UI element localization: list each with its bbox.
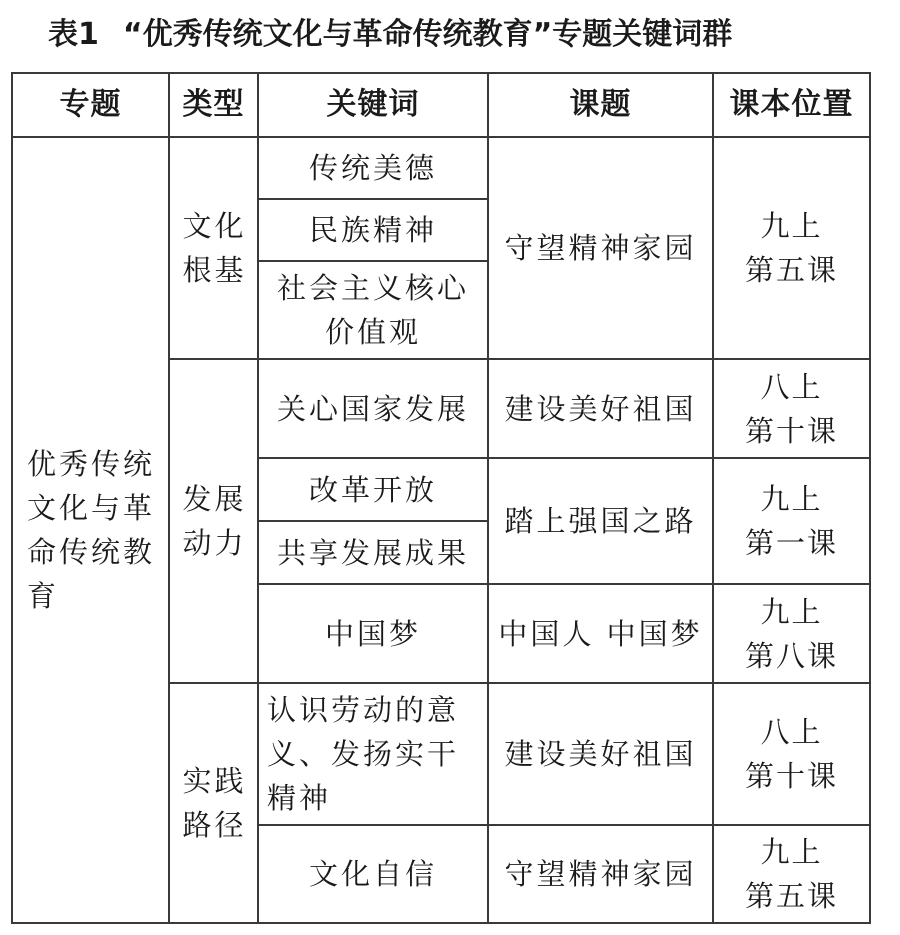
keyword-cell xyxy=(258,683,488,825)
position-cell xyxy=(713,825,870,923)
topic-line: 文化与革 xyxy=(27,491,156,525)
header-row xyxy=(12,73,870,137)
table-row xyxy=(12,137,870,199)
keyword-cell: 传统美德 xyxy=(258,137,488,199)
position-lesson-no: 第一课 xyxy=(744,526,838,560)
position-cell xyxy=(713,584,870,683)
position-grade: 九上 xyxy=(760,209,823,243)
table-title: “优秀传统文化与革命传统教育”专题关键词群 xyxy=(122,17,733,52)
header-lesson: 课题 xyxy=(488,73,713,137)
keyword-cell: 民族精神 xyxy=(258,199,488,261)
position-cell xyxy=(713,683,870,825)
topic-line: 命传统教 xyxy=(27,535,156,569)
type-line: 根基 xyxy=(182,253,247,287)
keyword-cell: 改革开放 xyxy=(258,458,488,521)
type-line: 文化 xyxy=(182,209,247,243)
position-grade: 八上 xyxy=(760,369,823,404)
lesson-cell: 建设美好祖国 xyxy=(488,683,713,825)
header-keyword: 关键词 xyxy=(258,73,488,137)
position-cell xyxy=(713,458,870,584)
keyword-line: 精神 xyxy=(267,781,332,815)
keyword-line: 义、发扬实干 xyxy=(267,737,460,771)
lesson-cell: 建设美好祖国 xyxy=(488,359,713,458)
keyword-cell: 中国梦 xyxy=(258,584,488,683)
position-grade: 九上 xyxy=(760,835,823,869)
header-type: 类型 xyxy=(169,73,258,137)
position-cell xyxy=(713,359,870,458)
lesson-cell: 守望精神家园 xyxy=(488,825,713,923)
header-topic: 专题 xyxy=(12,73,169,137)
position-grade: 九上 xyxy=(760,482,823,516)
type-line: 路径 xyxy=(182,808,247,842)
type-cell-development-power xyxy=(169,359,258,683)
keyword-line: 认识劳动的意 xyxy=(267,693,460,727)
header-position: 课本位置 xyxy=(713,73,870,137)
keyword-cell xyxy=(258,261,488,359)
keyword-cell: 共享发展成果 xyxy=(258,521,488,584)
keyword-table xyxy=(11,72,871,924)
topic-line: 育 xyxy=(27,579,60,613)
position-lesson-no: 第八课 xyxy=(744,638,838,673)
keyword-line: 社会主义核心 xyxy=(276,271,469,305)
position-lesson-no: 第十课 xyxy=(744,413,838,448)
keyword-line: 价值观 xyxy=(324,315,421,349)
keyword-cell: 关心国家发展 xyxy=(258,359,488,458)
topic-line: 优秀传统 xyxy=(27,447,156,481)
position-lesson-no: 第十课 xyxy=(744,759,838,793)
lesson-cell: 守望精神家园 xyxy=(488,137,713,359)
position-grade: 八上 xyxy=(760,715,823,749)
position-lesson-no: 第五课 xyxy=(744,253,838,287)
type-line: 动力 xyxy=(182,526,247,560)
keyword-cell: 文化自信 xyxy=(258,825,488,923)
lesson-cell: 中国人 中国梦 xyxy=(488,584,713,683)
lesson-cell: 踏上强国之路 xyxy=(488,458,713,584)
type-line: 发展 xyxy=(182,482,247,516)
type-cell-practice-path xyxy=(169,683,258,923)
type-line: 实践 xyxy=(182,764,247,798)
position-grade: 九上 xyxy=(760,594,823,629)
position-cell xyxy=(713,137,870,359)
position-lesson-no: 第五课 xyxy=(744,879,838,913)
table-caption xyxy=(48,10,732,60)
table-number: 表1 xyxy=(48,17,99,52)
type-cell-culture-root xyxy=(169,137,258,359)
topic-cell xyxy=(12,137,169,923)
